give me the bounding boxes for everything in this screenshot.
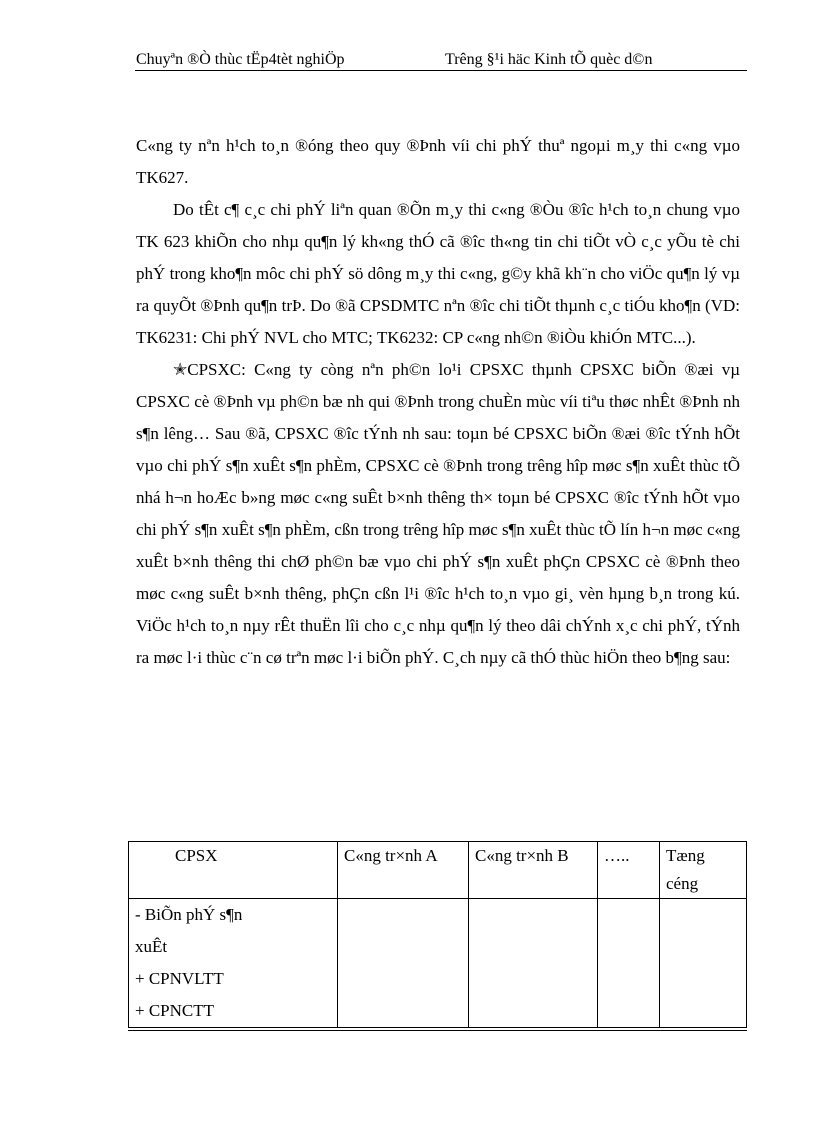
page-header bbox=[135, 50, 747, 71]
header-university-name: Trêng §¹i häc Kinh tÕ quèc d©n bbox=[445, 51, 653, 68]
table-cell-project-b bbox=[469, 899, 598, 1028]
footer-divider bbox=[128, 1030, 747, 1031]
row-label-cpnctt: + CPNCTT bbox=[135, 1001, 215, 1020]
header-report-title: Chuyªn ®Ò thùc tËp4tèt nghiÖp bbox=[136, 51, 345, 68]
column-header-total: Tæng céng bbox=[660, 842, 747, 899]
column-header-project-a: C«ng tr×nh A bbox=[338, 842, 469, 899]
column-header-cpsx: CPSX bbox=[129, 842, 338, 899]
table-cell-total bbox=[660, 899, 747, 1028]
row-label-cell bbox=[129, 899, 338, 1028]
table-cell-ellipsis bbox=[598, 899, 660, 1028]
paragraph-3: ✭CPSXC: C«ng ty còng nªn ph©n lo¹i CPSXC thµnh CPSXC biÕn ®æi vµ CPSXC cè ®Þnh vµ ph©n bæ nh qui ®Þnh trong chuÈn mùc víi tiªu thøc nhÊt ®Þnh nh s¶n lêng… Sau ®ã, CPSXC ®îc tÝnh nh sau: toµn bé CPSXC biÕn ®æi ®îc tÝnh hÕt vµo chi phÝ s¶n xuÊt s¶n phÈm, CPSXC cè ®Þnh trong trêng hîp møc s¶n xuÊt thùc tÕ nhá h¬n hoÆc b»ng møc c«ng suÊt b×nh thêng th× toµn bé CPSXC ®îc tÝnh hÕt vµo chi phÝ s¶n xuÊt s¶n phÈm, cßn trong trêng hîp møc s¶n xuÊt thùc tÕ lín h¬n møc c«ng xuÊt b×nh thêng thi chØ ph©n bæ vµo chi phÝ s¶n xuÊt phÇn CPSXC cè ®Þnh theo møc c«ng suÊt b×nh thêng, phÇn cßn l¹i ®îc h¹ch to¸n vµo gi¸ vèn hµng b¸n trong kú. ViÖc h¹ch to¸n nµy rÊt thuËn lîi cho c¸c nhµ qu¶n lý theo dâi chÝnh x¸c chi phÝ, tÝnh ra møc l·i thùc c¨n cø trªn møc l·i biÕn phÝ. C¸ch nµy cã thÓ thùc hiÖn theo b¶ng sau: bbox=[136, 360, 740, 667]
row-label-variable-cost-cont: xuÊt bbox=[135, 937, 168, 956]
column-header-project-b: C«ng tr×nh B bbox=[469, 842, 598, 899]
column-header-ellipsis: ….. bbox=[598, 842, 660, 899]
paragraph-2: Do tÊt c¶ c¸c chi phÝ liªn quan ®Õn m¸y thi c«ng ®Òu ®îc h¹ch to¸n chung vµo TK 623 khiÕn cho nhµ qu¶n lý kh«ng thÓ cã ®îc th«ng tin chi tiÕt vÒ c¸c yÕu tè chi phÝ trong kho¶n môc chi phÝ sö dông m¸y thi c«ng, g©y khã kh¨n cho viÖc qu¶n lý vµ ra quyÕt ®Þnh qu¶n trÞ. Do ®ã CPSDMTC nªn ®îc chi tiÕt thµnh c¸c tiÓu kho¶n (VD: TK6231: Chi phÝ NVL cho MTC; TK6232: CP c«ng nh©n ®iÒu khiÓn MTC...). bbox=[136, 200, 740, 347]
row-label-variable-cost: - BiÕn phÝ s¶n bbox=[135, 905, 243, 924]
table-row bbox=[129, 899, 747, 1028]
table-header-row bbox=[129, 842, 747, 899]
document-body bbox=[136, 130, 740, 674]
paragraph-1: C«ng ty nªn h¹ch to¸n ®óng theo quy ®Þnh víi chi phÝ thuª ngoµi m¸y thi c«ng vµo TK627. bbox=[136, 136, 740, 187]
row-label-cpnvltt: + CPNVLTT bbox=[135, 969, 224, 988]
table-cell-project-a bbox=[338, 899, 469, 1028]
cost-allocation-table bbox=[128, 841, 747, 1028]
